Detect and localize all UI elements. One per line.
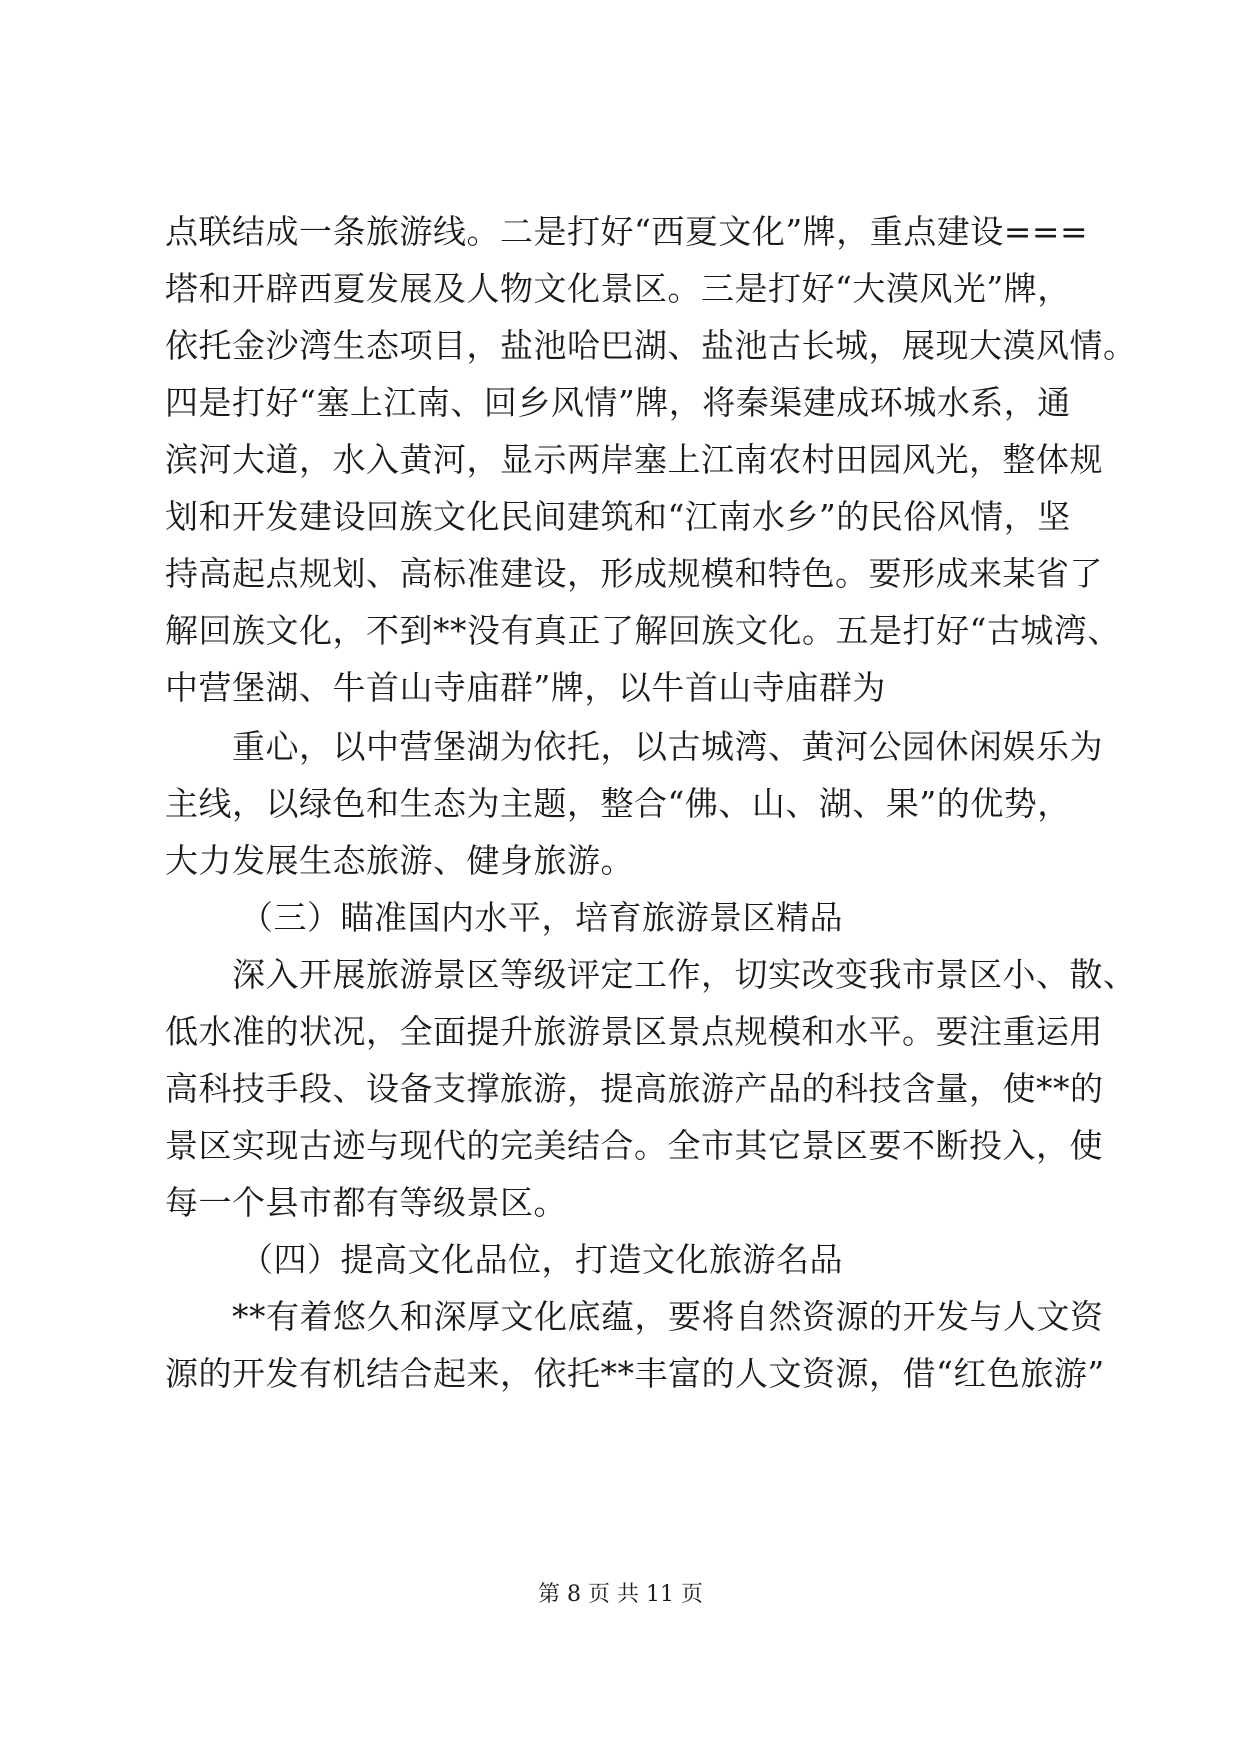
section-heading-4: （四）提高文化品位，打造文化旅游名品 [240,1240,843,1279]
body-text-line: 中营堡湖、牛首山寺庙群”牌，以牛首山寺庙群为 [165,668,886,707]
body-text-line: 每一个县市都有等级景区。 [165,1183,567,1222]
body-text-line: 源的开发有机结合起来，依托**丰富的人文资源，借“红色旅游” [165,1354,1105,1393]
body-text-line: 低水准的状况，全面提升旅游景区景点规模和水平。要注重运用 [165,1012,1103,1051]
body-text-line: 划和开发建设回族文化民间建筑和“江南水乡”的民俗风情，坚 [165,497,1071,536]
body-text-line: 高科技手段、设备支撑旅游，提高旅游产品的科技含量，使**的 [165,1069,1104,1108]
body-text-line: 持高起点规划、高标准建设，形成规模和特色。要形成来某省了 [165,554,1103,593]
paragraph-first-line: **有着悠久和深厚文化底蕴，要将自然资源的开发与人文资 [232,1297,1104,1336]
body-text-line: 景区实现古迹与现代的完美结合。全市其它景区要不断投入，使 [165,1126,1103,1165]
body-text-line: 主线，以绿色和生态为主题，整合“佛、山、湖、果”的优势， [165,784,1071,823]
body-text-line: 依托金沙湾生态项目，盐池哈巴湖、盐池古长城，展现大漠风情。 [165,326,1137,365]
page-number-footer: 第 8 页 共 11 页 [538,1582,703,1607]
body-text-line: 四是打好“塞上江南、回乡风情”牌，将秦渠建成环城水系，通 [165,383,1071,422]
body-text-line: 滨河大道，水入黄河，显示两岸塞上江南农村田园风光，整体规 [165,440,1103,479]
body-text-line: 点联结成一条旅游线。二是打好“西夏文化”牌，重点建设=== [165,212,1089,251]
paragraph-first-line: 深入开展旅游景区等级评定工作，切实改变我市景区小、散、 [232,955,1137,994]
body-text-line: 解回族文化，不到**没有真正了解回族文化。五是打好“古城湾、 [165,611,1121,650]
body-text-line: 大力发展生态旅游、健身旅游。 [165,841,634,880]
section-heading-3: （三）瞄准国内水平，培育旅游景区精品 [240,898,843,937]
paragraph-first-line: 重心，以中营堡湖为依托，以古城湾、黄河公园休闲娱乐为 [232,727,1103,766]
body-text-line: 塔和开辟西夏发展及人物文化景区。三是打好“大漠风光”牌， [165,269,1071,308]
